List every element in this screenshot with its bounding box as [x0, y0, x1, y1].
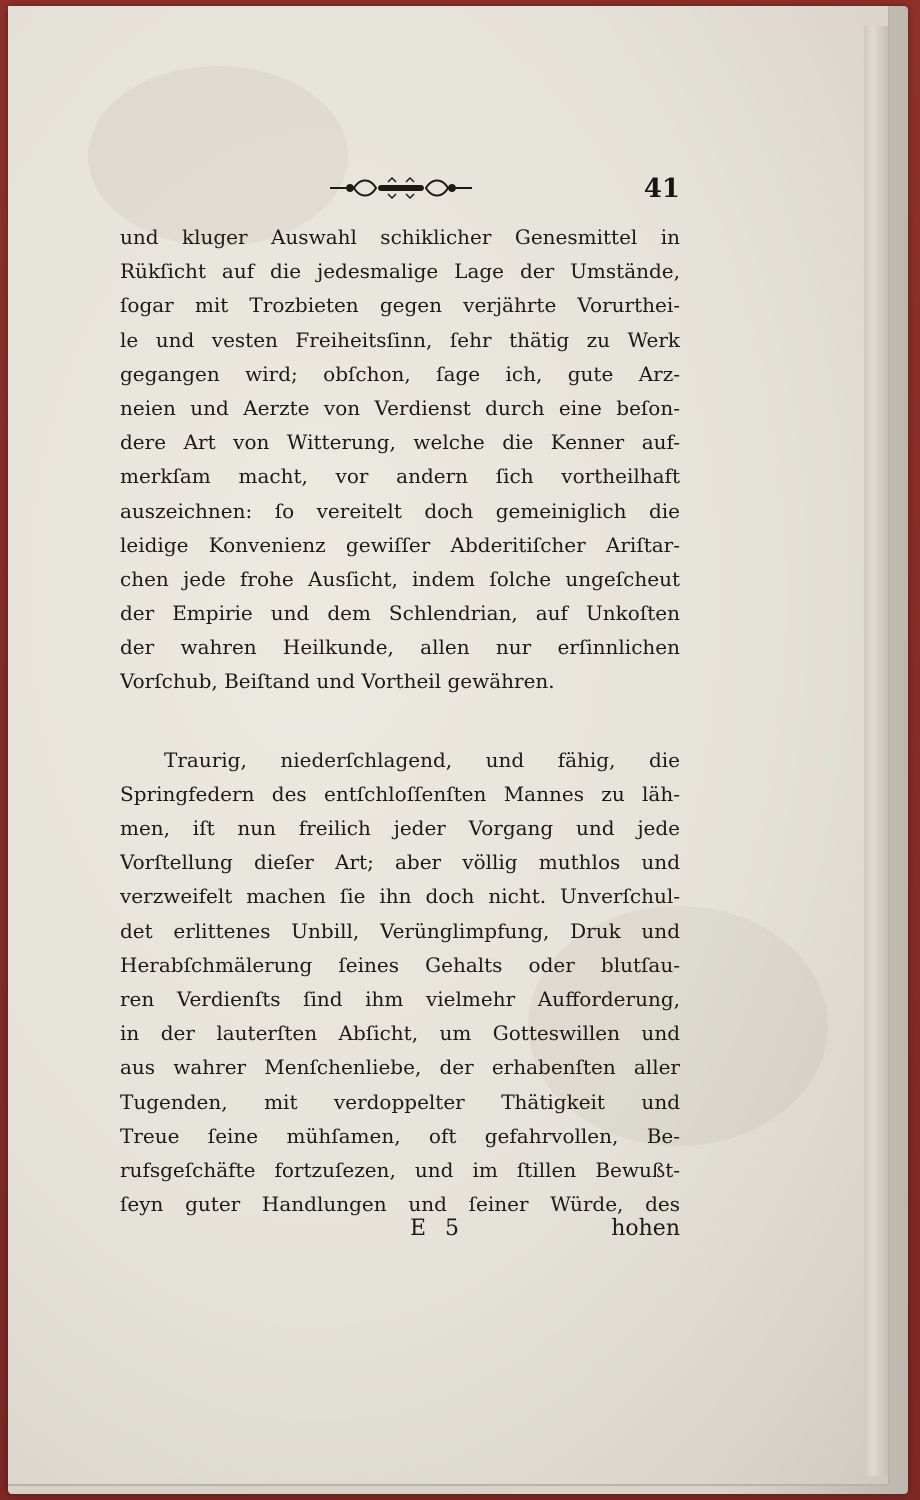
text-line: und kluger Auswahl schiklicher Genesmittel in: [120, 225, 680, 249]
page-edge: [864, 26, 888, 1476]
paragraph-2: [120, 743, 680, 1222]
signature-mark: E 5: [410, 1216, 466, 1241]
page-surface: [8, 6, 890, 1486]
text-line: Herabſchmälerung ſeines Gehalts oder blutſau-: [120, 952, 680, 977]
text-line: Tugenden, mit verdoppelter Thätigkeit und: [120, 1089, 680, 1114]
text-line: Rükſicht auf die jedesmalige Lage der Umstände,: [120, 259, 680, 284]
text-line: merkſam macht, vor andern ſich vortheilhaft: [120, 464, 680, 489]
text-line: aus wahrer Menſchenliebe, der erhabenſten aller: [120, 1055, 680, 1080]
text-line: auszeichnen: ſo vereitelt doch gemeiniglich die: [120, 498, 680, 523]
text-line: Vorſchub, Beiſtand und Vortheil gewähren.: [120, 669, 555, 694]
printers-ornament-icon: [326, 174, 476, 202]
text-line: verzweifelt machen ſie ihn doch nicht. Unverſchul-: [120, 884, 680, 909]
text-line: Traurig, niederſchlagend, und fähig, die: [164, 747, 680, 772]
text-line: in der lauterſten Abſicht, um Gotteswillen und: [120, 1021, 680, 1046]
catchword: hohen: [611, 1216, 680, 1241]
book-page: [8, 6, 908, 1494]
page-footer: [120, 1212, 680, 1252]
text-line: le und vesten Freiheitsſinn, ſehr thätig zu Werk: [120, 327, 680, 352]
paragraph-1: [120, 220, 680, 699]
text-line: men, iſt nun freilich jeder Vorgang und jede: [120, 816, 680, 840]
text-line: leidige Konvenienz gewiſſer Abderitiſcher Ariſtar-: [120, 532, 680, 557]
text-line: Springfedern des entſchloſſenſten Mannes zu läh-: [120, 781, 680, 806]
body-text: [120, 220, 680, 1221]
text-line: gegangen wird; obſchon, ſage ich, gute Arz-: [120, 361, 680, 386]
paper-stain: [88, 66, 348, 246]
text-line: neien und Aerzte von Verdienst durch eine beſon-: [120, 395, 680, 420]
text-line: Vorſtellung dieſer Art; aber völlig muthlos und: [120, 850, 680, 875]
paragraph-gap: [120, 699, 680, 743]
page-header: [120, 170, 680, 210]
text-line: Treue ſeine mühſamen, oft gefahrvollen, Be-: [120, 1123, 680, 1148]
page-number: 41: [643, 174, 680, 204]
text-line: ſogar mit Trozbieten gegen verjährte Vorurthei-: [120, 293, 680, 318]
text-line: chen jede frohe Ausſicht, indem ſolche ungeſcheut: [120, 566, 680, 591]
text-line: der Empirie und dem Schlendrian, auf Unkoſten: [120, 601, 680, 626]
text-line: dere Art von Witterung, welche die Kenner auf-: [120, 430, 680, 455]
text-line: rufsgeſchäfte fortzuſezen, und im ſtillen Bewußt-: [120, 1157, 680, 1182]
text-line: ren Verdienſts ſind ihm vielmehr Aufforderung,: [120, 986, 680, 1011]
text-line: det erlittenes Unbill, Verünglimpfung, Druk und: [120, 918, 680, 943]
text-line: ſeyn guter Handlungen und ſeiner Würde, des: [120, 1192, 680, 1217]
text-line: der wahren Heilkunde, allen nur erſinnlichen: [120, 635, 680, 660]
